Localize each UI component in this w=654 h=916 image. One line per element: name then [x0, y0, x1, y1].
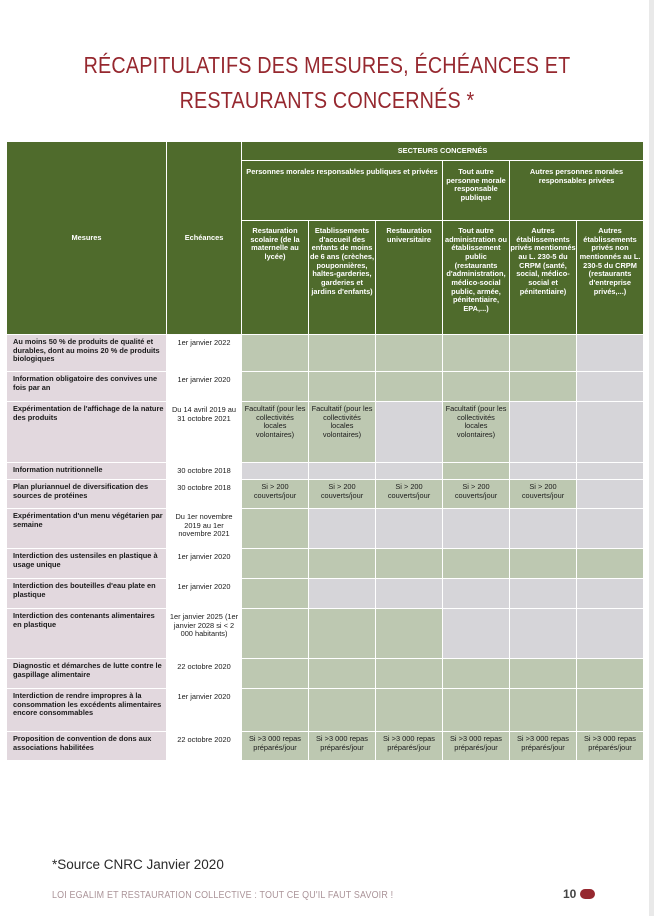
sector-cell	[443, 509, 510, 549]
source-note: *Source CNRC Janvier 2020	[52, 857, 224, 872]
sector-cell	[510, 372, 577, 402]
header-restauration-universitaire: Restauration universitaire	[376, 221, 443, 335]
sector-cell	[376, 480, 443, 509]
row-mesure: Interdiction des ustensiles en plastique à usage unique	[7, 549, 167, 579]
page-number: 10	[563, 887, 577, 901]
sector-cell	[309, 402, 376, 463]
sector-cell-text: Si >3 000 repas préparés/jour	[450, 734, 502, 752]
table-row	[7, 609, 644, 659]
sector-cell	[242, 659, 309, 689]
sector-cell	[242, 689, 309, 732]
sector-cell-text: Facultatif (pour les collectivités locales volontaires)	[244, 404, 306, 439]
sector-cell	[510, 579, 577, 609]
sector-cell-text: Si >3 000 repas préparés/jour	[383, 734, 435, 752]
table-row	[7, 579, 644, 609]
sector-cell	[577, 579, 644, 609]
table-row	[7, 659, 644, 689]
sector-cell	[242, 549, 309, 579]
sector-cell	[309, 335, 376, 372]
header-administration-publique: Tout autre administration ou établissement public (restaurants d'administration, médico-social public, armée, pénitentiaire, EPA,...)	[443, 221, 510, 335]
footer-text: LOI EGALIM ET RESTAURATION COLLECTIVE : TOUT CE QU'IL FAUT SAVOIR !	[52, 889, 394, 901]
sector-cell	[309, 732, 376, 761]
table-header	[7, 142, 644, 335]
sector-cell	[242, 480, 309, 509]
row-mesure: Plan pluriannuel de diversification des sources de protéines	[7, 480, 167, 509]
sector-cell	[443, 372, 510, 402]
sector-cell	[443, 480, 510, 509]
sector-cell	[443, 689, 510, 732]
page-edge	[649, 0, 654, 916]
sector-cell	[376, 689, 443, 732]
table-row	[7, 549, 644, 579]
summary-table	[6, 141, 644, 761]
table-row	[7, 689, 644, 732]
sector-cell	[443, 549, 510, 579]
header-group-autre-public: Tout autre personne morale responsable publique	[443, 161, 510, 221]
row-echeance: 1er janvier 2025 (1er janvier 2028 si < 2 000 habitants)	[167, 609, 242, 659]
sector-cell	[510, 509, 577, 549]
sector-cell	[376, 732, 443, 761]
sector-cell	[510, 402, 577, 463]
row-mesure: Information obligatoire des convives une fois par an	[7, 372, 167, 402]
row-mesure: Interdiction des contenants alimentaires en plastique	[7, 609, 167, 659]
sector-cell-text: Si > 200 couverts/jour	[454, 482, 498, 500]
sector-cell	[510, 463, 577, 480]
sector-cell	[309, 689, 376, 732]
sector-cell	[577, 335, 644, 372]
sector-cell	[443, 579, 510, 609]
sector-cell	[309, 549, 376, 579]
table-row	[7, 509, 644, 549]
table-row	[7, 463, 644, 480]
row-mesure: Proposition de convention de dons aux associations habilitées	[7, 732, 167, 761]
sector-cell-text: Si >3 000 repas préparés/jour	[584, 734, 636, 752]
sector-cell	[577, 732, 644, 761]
sector-cell	[510, 659, 577, 689]
sector-cell	[376, 579, 443, 609]
sector-cell	[309, 480, 376, 509]
sector-cell	[376, 609, 443, 659]
sector-cell-text: Si >3 000 repas préparés/jour	[517, 734, 569, 752]
sector-cell	[510, 335, 577, 372]
header-group-prive: Autres personnes morales responsables privées	[510, 161, 644, 221]
sector-cell	[309, 372, 376, 402]
sector-cell	[510, 549, 577, 579]
sector-cell	[242, 335, 309, 372]
sector-cell	[376, 372, 443, 402]
page-title-line2: RESTAURANTS CONCERNÉS *	[179, 87, 475, 113]
sector-cell	[309, 659, 376, 689]
page-marker	[580, 889, 595, 899]
sector-cell	[577, 463, 644, 480]
row-echeance: 1er janvier 2020	[167, 372, 242, 402]
header-group-public: Personnes morales responsables publiques et privées	[242, 161, 443, 221]
sector-cell	[376, 659, 443, 689]
row-echeance: 30 octobre 2018	[167, 480, 242, 509]
sector-cell	[577, 480, 644, 509]
sector-cell	[577, 609, 644, 659]
sector-cell	[443, 463, 510, 480]
row-echeance: 1er janvier 2020	[167, 689, 242, 732]
sector-cell-text: Si > 200 couverts/jour	[253, 482, 297, 500]
sector-cell	[242, 732, 309, 761]
sector-cell	[242, 609, 309, 659]
header-secteurs: SECTEURS CONCERNÉS	[242, 142, 644, 161]
row-echeance: 22 octobre 2020	[167, 659, 242, 689]
header-prives-mentionnes: Autres établissements privés mentionnés au L. 230-5 du CRPM (santé, social, médico-social et pénitentiaire)	[510, 221, 577, 335]
row-echeance: 1er janvier 2020	[167, 579, 242, 609]
row-echeance: 22 octobre 2020	[167, 732, 242, 761]
sector-cell	[242, 509, 309, 549]
row-echeance: Du 1er novembre 2019 au 1er novembre 2021	[167, 509, 242, 549]
table-row	[7, 480, 644, 509]
sector-cell	[376, 549, 443, 579]
row-mesure: Expérimentation de l'affichage de la nature des produits	[7, 402, 167, 463]
sector-cell	[242, 579, 309, 609]
sector-cell	[242, 372, 309, 402]
sector-cell	[577, 549, 644, 579]
table-row	[7, 732, 644, 761]
row-mesure: Interdiction de rendre impropres à la consommation les excédents alimentaires encore consommables	[7, 689, 167, 732]
header-prives-non-mentionnes: Autres établissements privés non mentionnés au L. 230-5 du CRPM (restaurants d'entreprise privés,...)	[577, 221, 644, 335]
sector-cell	[309, 579, 376, 609]
sector-cell	[510, 689, 577, 732]
table-row	[7, 335, 644, 372]
sector-cell	[577, 402, 644, 463]
header-restauration-scolaire: Restauration scolaire (de la maternelle au lycée)	[242, 221, 309, 335]
sector-cell	[443, 335, 510, 372]
sector-cell	[510, 609, 577, 659]
sector-cell	[443, 732, 510, 761]
row-echeance: 30 octobre 2018	[167, 463, 242, 480]
sector-cell	[242, 463, 309, 480]
sector-cell	[309, 463, 376, 480]
sector-cell	[376, 463, 443, 480]
sector-cell	[443, 609, 510, 659]
row-echeance: Du 14 avril 2019 au 31 octobre 2021	[167, 402, 242, 463]
sector-cell	[577, 659, 644, 689]
header-echeances: Echéances	[167, 142, 242, 335]
sector-cell-text: Si >3 000 repas préparés/jour	[249, 734, 301, 752]
table-body	[7, 335, 644, 761]
sector-cell-text: Si > 200 couverts/jour	[320, 482, 364, 500]
row-mesure: Information nutritionnelle	[7, 463, 167, 480]
sector-cell	[309, 509, 376, 549]
row-echeance: 1er janvier 2022	[167, 335, 242, 372]
row-mesure: Diagnostic et démarches de lutte contre le gaspillage alimentaire	[7, 659, 167, 689]
sector-cell	[376, 335, 443, 372]
table-row	[7, 372, 644, 402]
sector-cell	[443, 659, 510, 689]
sector-cell-text: Facultatif (pour les collectivités locales volontaires)	[311, 404, 373, 439]
header-accueil-enfants: Etablissements d'accueil des enfants de moins de 6 ans (crèches, pouponnières, haltes-garderies, garderies et jardins d'enfants)	[309, 221, 376, 335]
sector-cell-text: Si > 200 couverts/jour	[521, 482, 565, 500]
sector-cell	[242, 402, 309, 463]
row-mesure: Au moins 50 % de produits de qualité et durables, dont au moins 20 % de produits biologiques	[7, 335, 167, 372]
header-mesures: Mesures	[7, 142, 167, 335]
sector-cell	[510, 480, 577, 509]
row-mesure: Interdiction des bouteilles d'eau plate en plastique	[7, 579, 167, 609]
sector-cell	[577, 509, 644, 549]
sector-cell	[577, 689, 644, 732]
row-mesure: Expérimentation d'un menu végétarien par semaine	[7, 509, 167, 549]
row-echeance: 1er janvier 2020	[167, 549, 242, 579]
sector-cell	[309, 609, 376, 659]
sector-cell	[577, 372, 644, 402]
page-title-line1: RÉCAPITULATIFS DES MESURES, ÉCHÉANCES ET	[83, 52, 571, 78]
sector-cell	[376, 509, 443, 549]
table-row	[7, 402, 644, 463]
sector-cell-text: Si > 200 couverts/jour	[387, 482, 431, 500]
sector-cell-text: Facultatif (pour les collectivités locales volontaires)	[445, 404, 507, 439]
sector-cell	[376, 402, 443, 463]
sector-cell	[443, 402, 510, 463]
sector-cell-text: Si >3 000 repas préparés/jour	[316, 734, 368, 752]
sector-cell	[510, 732, 577, 761]
